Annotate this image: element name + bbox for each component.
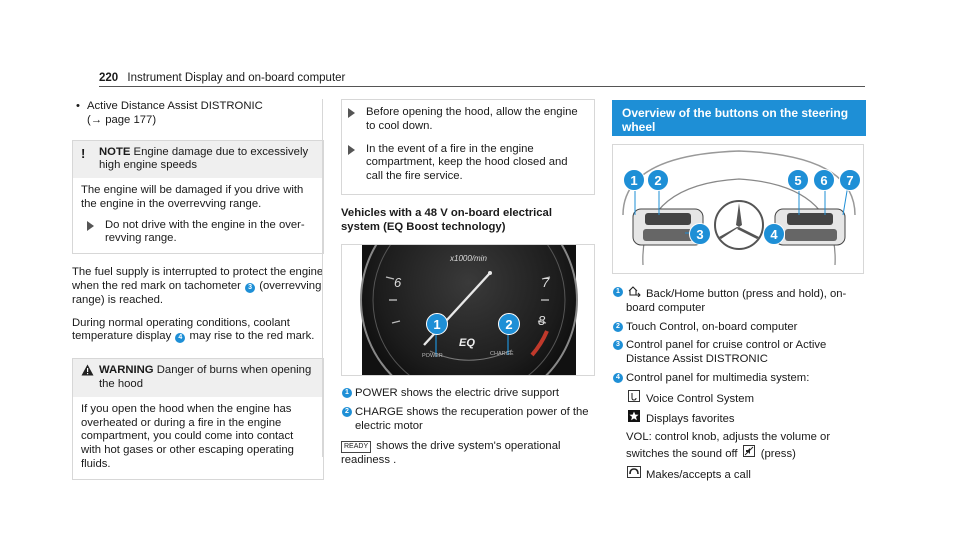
callout-badge: 2 [342,407,352,417]
sub-item-volume [612,431,866,462]
note-body-text: The engine will be damaged if you drive with the engine in the overrevving range. [81,184,304,210]
legend-item [341,406,594,434]
step-item [342,106,586,134]
gauge-unit-label: x1000/min [450,254,487,264]
column-middle [322,99,594,466]
warning-heading [73,359,323,397]
charge-label: CHARGE [490,351,514,358]
page-number: 220 [99,72,119,84]
legend-text: Control panel for multimedia system: [626,371,810,384]
phone-icon [626,466,642,483]
paragraph-text: During normal operating conditions, coolant temperature display [72,316,290,343]
note-step-text: Do not drive with the engine in the over-revving range. [105,218,305,245]
ready-indicator-icon: READY [341,441,371,453]
legend-item [612,286,866,316]
paragraph-text: (overrevving range) is reached. [72,280,322,306]
callout-badge: 4 [613,373,623,383]
sub-item-voice [612,390,866,407]
note-heading-text: Engine damage due to excessively high engine speeds [99,145,309,172]
gauge-tick-label: 8 [538,313,546,329]
step-arrow-icon [348,108,355,118]
callout-marker: 5 [787,169,809,191]
callout-marker: 6 [813,169,835,191]
steering-wheel-illustration [613,145,864,274]
legend-item [341,387,594,401]
sub-item-favorites [612,410,866,427]
callout-marker: 4 [763,223,785,245]
note-step [81,219,315,247]
eq-logo: EQ [459,337,475,350]
star-icon [626,410,642,427]
bullet-item [72,100,324,128]
note-body [73,178,323,253]
legend-text: Control panel for cruise control or Active Distance Assist DISTRONIC [626,339,827,366]
callout-marker: 1 [623,169,645,191]
step-text: In the event of a fire in the engine compartment, keep the hood closed and call the fire service. [366,142,568,183]
steps-box [341,99,595,195]
callout-marker: 1 [426,313,448,335]
gauge-tick-label: 6 [394,275,402,291]
sub-item-call [612,466,866,483]
callout-badge: 1 [613,287,623,297]
step-arrow-icon [87,221,94,231]
paragraph-coolant [72,317,324,345]
warning-body-text: If you open the hood when the engine has overheated or during a fire in the engine compartment, you could come into contact with hot gases or other escaping operating fluids. [81,402,294,470]
section-title: Vehicles with a 48 V on-board electrical system (EQ Boost technology) [341,206,552,233]
warning-body [73,397,323,479]
button-legend [612,286,866,483]
power-label: POWER [422,353,443,360]
column-right [612,100,866,483]
legend-text: Touch Control, on-board computer [626,320,798,333]
callout-marker: 2 [647,169,669,191]
sub-item-text: Makes/accepts a call [646,468,751,481]
note-label: NOTE [99,145,131,158]
page-header [99,71,865,87]
callout-badge: 1 [342,388,352,398]
warning-heading-text: Danger of burns when opening the hood [99,364,312,390]
legend-text: Back/Home button (press and hold), on-board computer [626,288,847,314]
sub-item-text: (press) [760,448,796,461]
note-panel [72,140,324,255]
callout-badge: 4 [175,333,185,343]
legend-item [612,339,866,367]
warning-label: WARNING [99,364,154,377]
page-header-title: Instrument Display and on-board computer [127,72,346,84]
callout-badge: 3 [613,340,623,350]
page-reference[interactable]: (→ page 177) [87,113,157,126]
callout-marker: 3 [689,223,711,245]
paragraph-fuel-supply [72,266,324,307]
step-item [342,143,586,184]
step-arrow-icon [348,145,355,155]
sub-item-text: Displays favorites [646,413,735,426]
section-heading: Overview of the buttons on the steering wheel [612,100,866,136]
mute-icon [741,445,757,462]
steering-wheel-image [612,144,864,274]
exclamation-icon: ! [81,145,86,161]
gauge-tick-label: 7 [542,275,550,291]
legend-text: POWER shows the electric drive support [355,387,560,400]
callout-badge: 2 [613,322,623,332]
legend-item [612,372,866,386]
voice-control-icon [626,390,642,407]
ready-description [341,440,594,468]
bullet-text: • Active Distance Assist DISTRONIC [87,100,263,112]
paragraph-text: may rise to the red mark. [186,330,315,343]
step-text: Before opening the hood, allow the engine to cool down. [366,106,578,132]
gauge-illustration [342,245,595,376]
sub-item-text: VOL: control knob, adjusts the volume or switches the sound off [626,431,831,461]
back-home-icon [626,286,642,302]
legend-text: CHARGE shows the recuperation power of the electric motor [355,406,589,433]
ready-text: shows the drive system's operational readiness . [341,439,561,466]
note-heading [73,141,323,179]
sub-item-text: Voice Control System [646,392,754,405]
paragraph-text: The fuel supply is interrupted to protect the engine when the red mark on tachometer [72,266,324,293]
warning-triangle-icon [81,364,94,380]
callout-badge: 3 [245,283,255,293]
instrument-cluster-image [341,244,595,376]
legend-item [612,321,866,335]
callout-marker: 7 [839,169,861,191]
column-left [72,100,324,480]
warning-panel [72,358,324,479]
callout-marker: 2 [498,313,520,335]
